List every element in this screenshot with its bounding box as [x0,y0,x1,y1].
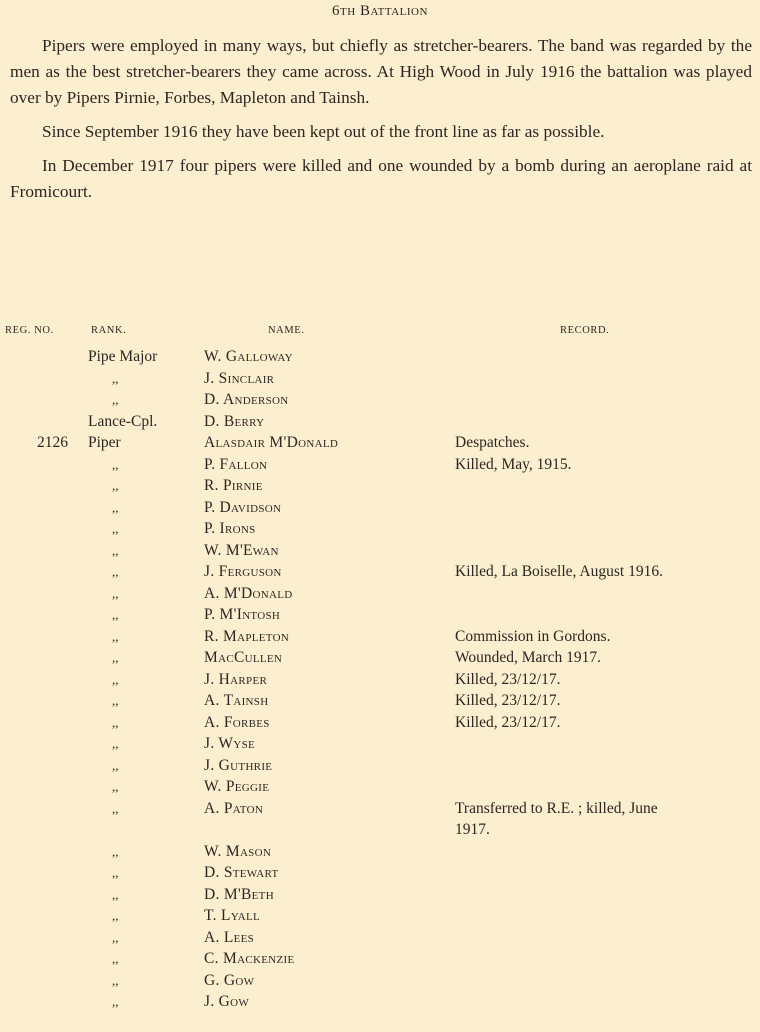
paragraph: In December 1917 four pipers were killed and one wounded by a bomb during an aeroplane raid at Fromicourt. [10,156,752,201]
record: Despatches. [455,434,530,451]
table-row [0,712,760,733]
record: Killed, La Boiselle, August 1916. [455,563,663,580]
name: W. Peggie [204,778,270,795]
rank: ,, [112,994,119,1009]
table-row [0,454,760,475]
table-row [0,540,760,561]
name: W. M'Ewan [204,541,279,559]
table-row [0,755,760,776]
name: J. Gow [204,993,250,1010]
table-row [0,669,760,690]
rank: ,, [112,456,119,472]
rank: ,, [112,865,119,880]
name: A. Forbes [204,713,270,731]
table-row [0,798,760,819]
rank: ,, [112,650,119,665]
record: Killed, 23/12/17. [455,692,561,709]
rank: ,, [112,671,119,687]
rank: Piper [88,434,121,451]
rank: ,, [112,499,119,515]
record: Killed, 23/12/17. [455,670,561,688]
record: Transferred to R.E. ; killed, June [455,799,658,817]
rank: ,, [112,628,119,644]
table-row [0,819,760,840]
rank: ,, [112,736,119,751]
rank: Lance-Cpl. [88,412,158,430]
table-row [0,518,760,539]
table-row [0,884,760,905]
rank: ,, [112,843,119,859]
table-row [0,497,760,518]
rank: ,, [112,564,119,579]
table-row [0,970,760,991]
name: C. Mackenzie [204,950,295,967]
rank: ,, [112,585,119,601]
rank: ,, [112,779,119,794]
name: D. Berry [204,412,265,430]
rank: ,, [112,370,119,386]
table-row [0,583,760,604]
name: A. M'Donald [204,584,293,602]
name: D. Stewart [204,864,279,881]
rank: ,, [112,908,119,923]
table-row [0,561,760,582]
name: R. Pirnie [204,477,263,494]
name: J. Wyse [204,735,256,752]
header-rank: RANK. [91,325,127,336]
name: P. M'Intosh [204,606,281,623]
rank: ,, [112,972,119,988]
rank: ,, [112,929,119,945]
table-row [0,948,760,969]
table-row [0,626,760,647]
rank: Pipe Major [88,348,158,365]
rank: ,, [112,800,119,816]
table-row [0,346,760,367]
name: W. Mason [204,842,272,860]
name: R. Mapleton [204,627,290,645]
table-row [0,927,760,948]
name: P. Fallon [204,455,268,473]
table-row [0,475,760,496]
name: MacCullen [204,649,283,666]
rank: ,, [112,714,119,730]
header-name: NAME. [268,325,305,336]
table-row [0,604,760,625]
paragraph: Pipers were employed in many ways, but chiefly as stretcher-bearers. The band was regarded by the men as the best stretcher-bearers they came across. At High Wood in July 1916 the battalion was played over by Pipers Pirnie, Forbes, Mapleton and Tainsh. [10,36,752,107]
record: 1917. [455,821,490,838]
paragraph: Since September 1916 they have been kept out of the front line as far as possible. [42,122,605,141]
rank: ,, [112,607,119,622]
name: J. Sinclair [204,369,275,387]
name: T. Lyall [204,907,261,924]
table-row [0,905,760,926]
table-row [0,733,760,754]
header-record: RECORD. [560,325,610,336]
table-row [0,841,760,862]
rank: ,, [112,392,119,407]
table-row [0,776,760,797]
name: D. Anderson [204,391,289,408]
name: D. M'Beth [204,885,274,903]
table-row [0,690,760,711]
rank: ,, [112,521,119,536]
rank: ,, [112,693,119,708]
name: J. Guthrie [204,756,273,774]
reg-no: 2126 [37,434,68,451]
rank: ,, [112,886,119,902]
table-row [0,432,760,453]
rank: ,, [112,757,119,773]
page-title: 6th Battalion [332,3,428,19]
name: A. Tainsh [204,692,269,709]
name: A. Paton [204,799,264,817]
table-row [0,368,760,389]
name: G. Gow [204,971,255,989]
table-row [0,389,760,410]
record: Wounded, March 1917. [455,649,601,666]
rank: ,, [112,542,119,558]
table-row [0,411,760,432]
name: Alasdair M'Donald [204,434,339,451]
record: Killed, May, 1915. [455,455,572,473]
table-row [0,991,760,1012]
name: P. Davidson [204,498,282,516]
record: Commission in Gordons. [455,627,611,645]
table-row [0,647,760,668]
name: J. Harper [204,670,268,688]
table-row [0,862,760,883]
name: W. Galloway [204,348,293,365]
rank: ,, [112,478,119,493]
body-text [10,33,752,213]
record: Killed, 23/12/17. [455,713,561,731]
rank: ,, [112,951,119,966]
name: A. Lees [204,928,255,946]
header-reg-no: REG. NO. [5,325,54,336]
name: J. Ferguson [204,563,282,580]
name: P. Irons [204,520,256,537]
